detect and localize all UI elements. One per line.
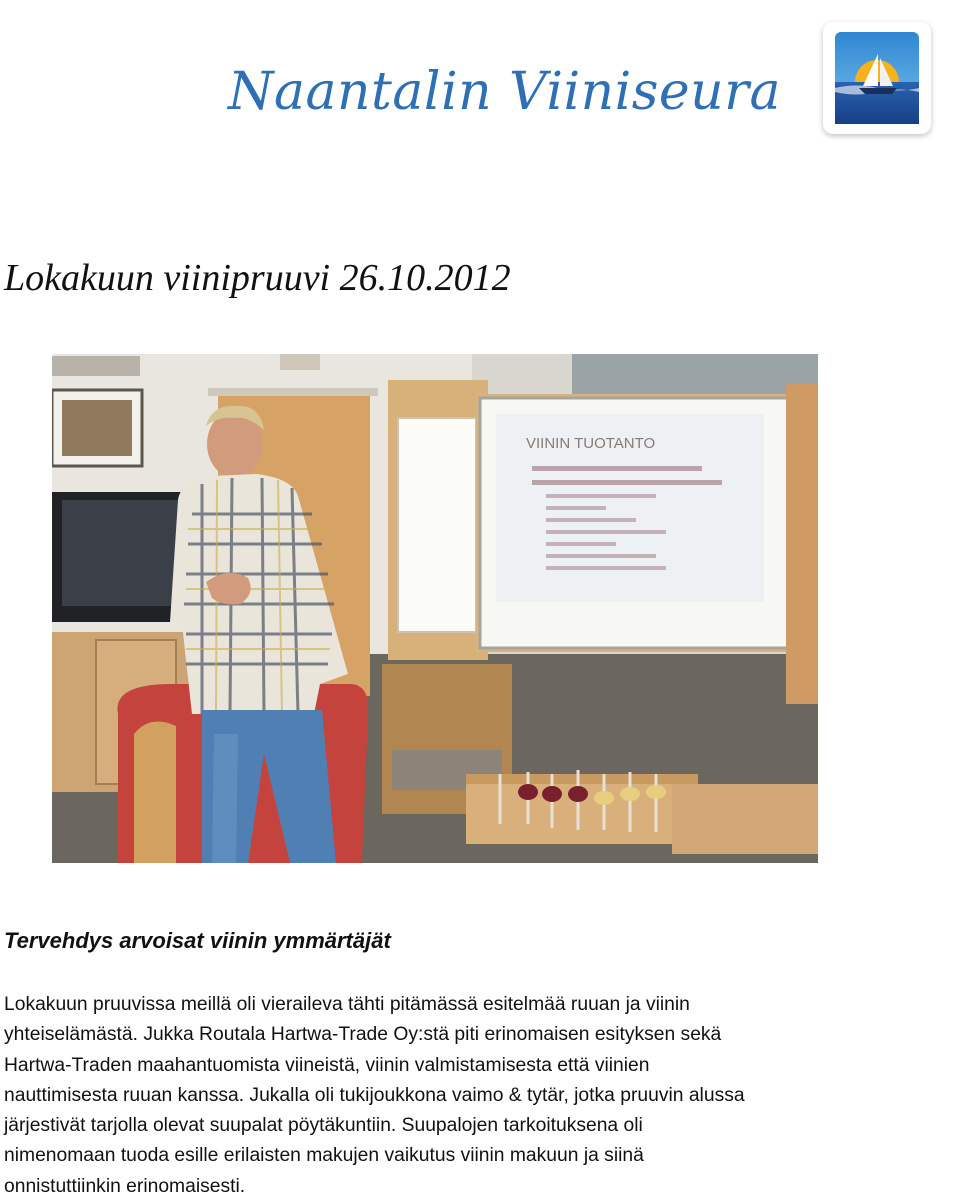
paragraph-line: järjestivät tarjolla olevat suupalat pöytäkuntiin. Suupalojen tarkoituksena oli <box>4 1115 643 1137</box>
slide-heading: VIININ TUOTANTO <box>526 435 656 452</box>
paragraph-line: Hartwa-Traden maahantuomista viineistä, viinin valmistamisesta että viinien <box>4 1054 650 1076</box>
article-paragraph <box>4 990 904 1202</box>
paragraph-line: nimenomaan tuoda esille erilaisten makujen vaikutus viinin makuun ja siinä <box>4 1145 644 1167</box>
event-photo <box>52 354 818 863</box>
paragraph-line: onnistuttiinkin erinomaisesti. <box>4 1175 246 1197</box>
page-title: Lokakuun viinipruuvi 26.10.2012 <box>4 257 511 299</box>
sailboat-logo-icon <box>823 22 931 134</box>
logo-graphic <box>835 32 919 124</box>
paragraph-line: Lokakuun pruuvissa meillä oli vieraileva tähti pitämässä esitelmää ruuan ja viinin <box>4 994 690 1015</box>
paragraph-line: nauttimisesta ruuan kanssa. Jukalla oli tukijoukkona vaimo & tytär, jotka pruuvin alussa <box>4 1084 745 1106</box>
brand-name: Naantalin Viiniseura <box>228 62 782 122</box>
greeting-heading: Tervehdys arvoisat viinin ymmärtäjät <box>4 928 391 953</box>
paragraph-line: yhteiselämästä. Jukka Routala Hartwa-Trade Oy:stä piti erinomaisen esityksen sekä <box>4 1024 722 1046</box>
